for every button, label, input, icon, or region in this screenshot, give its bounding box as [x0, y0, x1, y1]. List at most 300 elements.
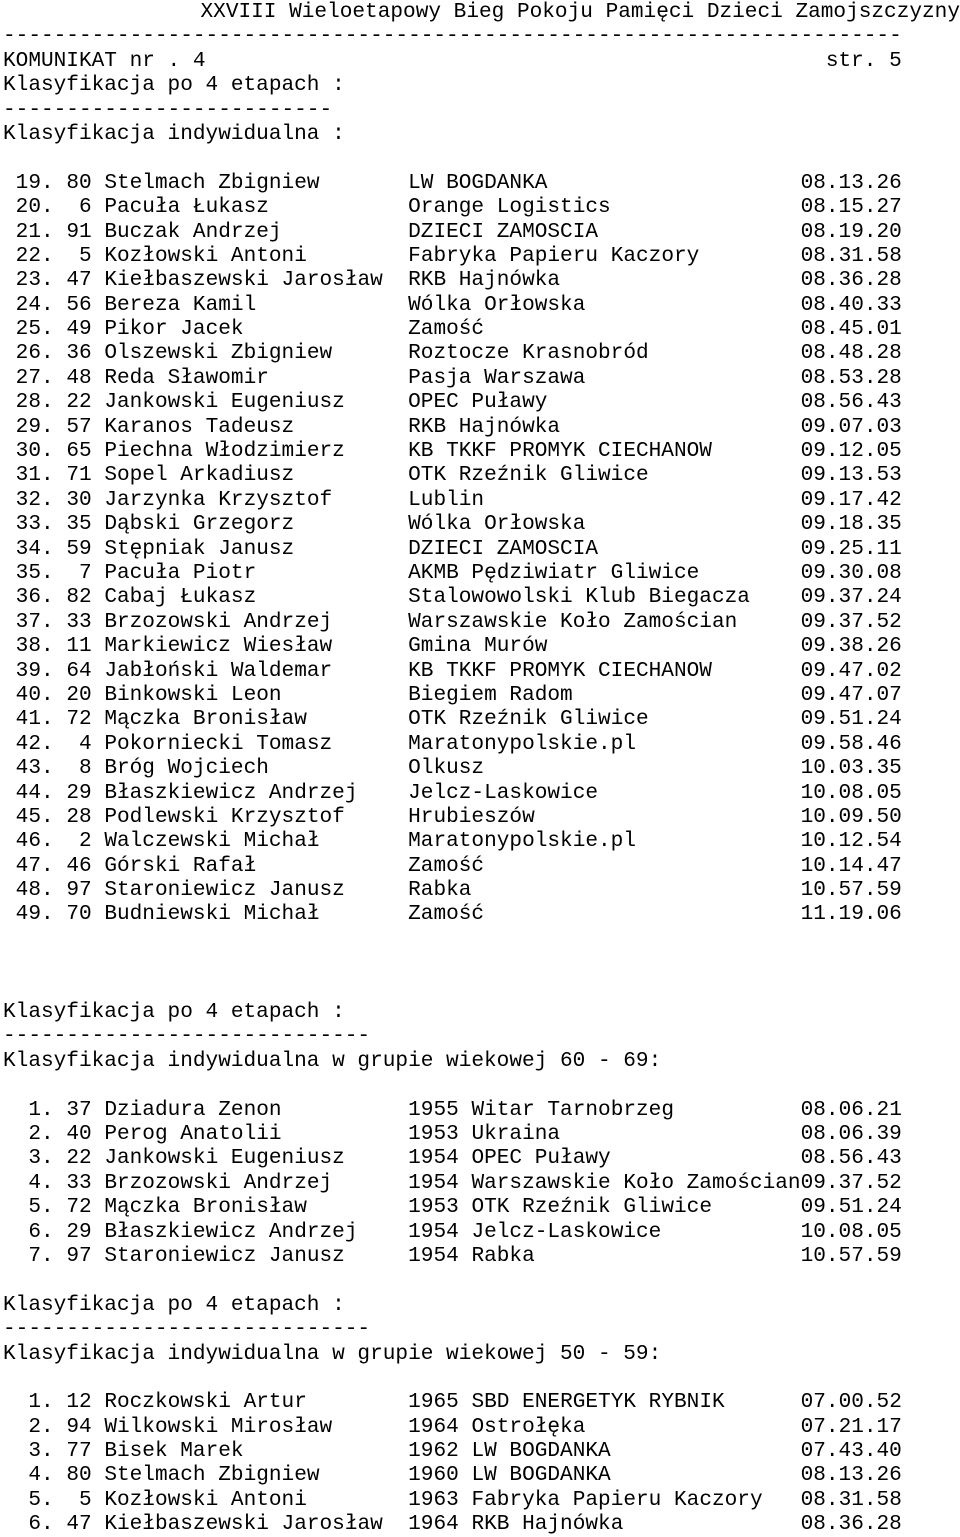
row-year: 1963	[408, 1487, 459, 1512]
row-place: 26.	[15, 341, 54, 366]
row-name: Pikor Jacek	[104, 317, 244, 342]
row-year: 1954	[408, 1219, 459, 1244]
section2-rule: -----------------------------	[3, 1024, 371, 1049]
row-name: Buczak Andrzej	[104, 219, 282, 244]
document-page	[3, 0, 960, 1537]
row-time: 10.12.54	[800, 829, 902, 854]
row-bib: 29	[66, 1219, 92, 1244]
row-bib: 5	[78, 243, 92, 268]
row-name: Roczkowski Artur	[104, 1390, 307, 1415]
table-row	[3, 244, 960, 268]
row-name: Stelmach Zbigniew	[104, 170, 320, 195]
row-bib: 4	[78, 731, 92, 756]
row-club: RKB Hajnówka	[408, 414, 561, 439]
row-time: 07.00.52	[800, 1390, 902, 1415]
row-club: Zamość	[408, 853, 485, 878]
row-time: 09.58.46	[800, 731, 902, 756]
row-name: Kiełbaszewski Jarosław	[104, 1512, 383, 1537]
row-place: 6.	[28, 1219, 54, 1244]
row-club: SBD ENERGETYK RYBNIK	[471, 1390, 725, 1415]
row-time: 09.47.07	[800, 682, 902, 707]
table-row	[3, 854, 960, 878]
row-club: KB TKKF PROMYK CIECHANOW	[408, 439, 712, 464]
row-bib: 2	[78, 829, 92, 854]
table-row	[3, 1171, 960, 1195]
row-club: Stalowowolski Klub Biegacza	[408, 585, 750, 610]
row-year: 1954	[408, 1170, 459, 1195]
row-year: 1955	[408, 1097, 459, 1122]
row-name: Stelmach Zbigniew	[104, 1463, 320, 1488]
row-bib: 59	[66, 536, 92, 561]
row-bib: 40	[66, 1121, 92, 1146]
row-place: 48.	[15, 878, 54, 903]
row-time: 09.18.35	[800, 512, 902, 537]
row-bib: 72	[66, 707, 92, 732]
row-year: 1953	[408, 1121, 459, 1146]
row-place: 40.	[15, 682, 54, 707]
row-name: Pacuła Łukasz	[104, 195, 269, 220]
row-name: Piechna Włodzimierz	[104, 439, 345, 464]
row-club: Rabka	[408, 878, 472, 903]
table-row	[3, 585, 960, 609]
section1-subtitle: Klasyfikacja indywidualna :	[3, 121, 345, 146]
row-club: Wólka Orłowska	[408, 292, 586, 317]
row-bib: 8	[78, 756, 92, 781]
section1-results-table	[3, 171, 960, 927]
row-name: Błaszkiewicz Andrzej	[104, 780, 358, 805]
row-club: RKB Hajnówka	[471, 1512, 624, 1537]
table-row	[3, 1439, 960, 1463]
row-place: 2.	[28, 1121, 54, 1146]
row-bib: 30	[66, 487, 92, 512]
section3-title: Klasyfikacja po 4 etapach :	[3, 1292, 345, 1317]
row-bib: 64	[66, 658, 92, 683]
row-bib: 56	[66, 292, 92, 317]
row-place: 34.	[15, 536, 54, 561]
row-name: Reda Sławomir	[104, 365, 269, 390]
table-row	[3, 415, 960, 439]
row-year: 1954	[408, 1146, 459, 1171]
row-time: 08.36.28	[800, 268, 902, 293]
row-name: Kozłowski Antoni	[104, 1487, 307, 1512]
row-bib: 5	[78, 1487, 92, 1512]
row-time: 10.08.05	[800, 780, 902, 805]
row-time: 09.51.24	[800, 1195, 902, 1220]
table-row	[3, 805, 960, 829]
table-row	[3, 902, 960, 926]
row-time: 08.31.58	[800, 243, 902, 268]
table-row	[3, 317, 960, 341]
row-club: Pasja Warszawa	[408, 365, 586, 390]
row-place: 20.	[15, 195, 54, 220]
row-bib: 94	[66, 1414, 92, 1439]
row-bib: 47	[66, 1512, 92, 1537]
row-time: 08.06.21	[800, 1097, 902, 1122]
row-time: 08.56.43	[800, 390, 902, 415]
table-row	[3, 732, 960, 756]
row-place: 47.	[15, 853, 54, 878]
row-club: Olkusz	[408, 756, 485, 781]
table-row	[3, 366, 960, 390]
row-year: 1953	[408, 1195, 459, 1220]
row-time: 09.38.26	[800, 634, 902, 659]
row-time: 08.53.28	[800, 365, 902, 390]
row-name: Stępniak Janusz	[104, 536, 295, 561]
row-place: 23.	[15, 268, 54, 293]
row-club: Orange Logistics	[408, 195, 611, 220]
row-name: Jabłoński Waldemar	[104, 658, 333, 683]
row-bib: 22	[66, 1146, 92, 1171]
row-bib: 46	[66, 853, 92, 878]
table-row	[3, 659, 960, 683]
row-bib: 72	[66, 1195, 92, 1220]
row-club: Maratonypolskie.pl	[408, 829, 636, 854]
row-name: Dąbski Grzegorz	[104, 512, 295, 537]
row-place: 36.	[15, 585, 54, 610]
row-club: OPEC Puławy	[408, 390, 548, 415]
row-name: Wilkowski Mirosław	[104, 1414, 333, 1439]
row-place: 46.	[15, 829, 54, 854]
row-club: Jelcz-Laskowice	[408, 780, 599, 805]
row-club: Fabryka Papieru Kaczory	[408, 243, 700, 268]
table-row	[3, 341, 960, 365]
row-bib: 11	[66, 634, 92, 659]
row-club: Zamość	[408, 317, 485, 342]
row-name: Karanos Tadeusz	[104, 414, 295, 439]
table-row	[3, 195, 960, 219]
row-place: 4.	[28, 1170, 54, 1195]
blank-gap	[3, 927, 960, 976]
row-name: Bereza Kamil	[104, 292, 257, 317]
row-place: 4.	[28, 1463, 54, 1488]
row-club: Ostrołęka	[471, 1414, 586, 1439]
row-place: 41.	[15, 707, 54, 732]
table-row	[3, 781, 960, 805]
row-bib: 7	[78, 560, 92, 585]
row-place: 25.	[15, 317, 54, 342]
row-club: OPEC Puławy	[471, 1146, 611, 1171]
row-name: Pacuła Piotr	[104, 560, 257, 585]
row-time: 08.13.26	[800, 1463, 902, 1488]
table-row	[3, 512, 960, 536]
row-place: 1.	[28, 1390, 54, 1415]
row-club: Fabryka Papieru Kaczory	[471, 1487, 763, 1512]
row-bib: 80	[66, 1463, 92, 1488]
section3-results-table	[3, 1390, 960, 1536]
row-bib: 80	[66, 170, 92, 195]
row-bib: 28	[66, 804, 92, 829]
row-club: AKMB Pędziwiatr Gliwice	[408, 560, 700, 585]
table-row	[3, 878, 960, 902]
table-row	[3, 1415, 960, 1439]
row-place: 45.	[15, 804, 54, 829]
header-info-line	[3, 49, 960, 73]
row-place: 29.	[15, 414, 54, 439]
row-club: Wólka Orłowska	[408, 512, 586, 537]
row-place: 42.	[15, 731, 54, 756]
blank-line	[3, 146, 960, 170]
row-name: Górski Rafał	[104, 853, 257, 878]
row-bib: 97	[66, 878, 92, 903]
row-bib: 57	[66, 414, 92, 439]
header-rule: -----------------------------------------------------------------------	[3, 24, 902, 49]
row-club: Rabka	[471, 1243, 535, 1268]
table-row	[3, 390, 960, 414]
table-row	[3, 1220, 960, 1244]
row-club: Hrubieszów	[408, 804, 535, 829]
table-row	[3, 1463, 960, 1487]
row-place: 7.	[28, 1243, 54, 1268]
row-club: Gmina Murów	[408, 634, 548, 659]
row-club: Warszawskie Koło Zamościan	[408, 609, 738, 634]
row-club: LW BOGDANKA	[408, 170, 548, 195]
row-club: Jelcz-Laskowice	[471, 1219, 662, 1244]
row-bib: 35	[66, 512, 92, 537]
section2-results-table	[3, 1098, 960, 1269]
row-name: Mączka Bronisław	[104, 707, 307, 732]
row-club: LW BOGDANKA	[471, 1439, 611, 1464]
row-name: Kozłowski Antoni	[104, 243, 307, 268]
row-club: DZIECI ZAMOSCIA	[408, 536, 599, 561]
table-row	[3, 1512, 960, 1536]
row-club: LW BOGDANKA	[471, 1463, 611, 1488]
blank-line	[3, 976, 960, 1000]
row-bib: 6	[78, 195, 92, 220]
blank-line	[3, 1366, 960, 1390]
row-time: 10.57.59	[800, 878, 902, 903]
row-club: Ukraina	[471, 1121, 561, 1146]
row-time: 09.17.42	[800, 487, 902, 512]
row-place: 39.	[15, 658, 54, 683]
header-spacer	[206, 49, 826, 73]
row-name: Mączka Bronisław	[104, 1195, 307, 1220]
row-bib: 37	[66, 1097, 92, 1122]
table-row	[3, 1122, 960, 1146]
row-name: Jankowski Eugeniusz	[104, 390, 345, 415]
row-name: Jarzynka Krzysztof	[104, 487, 333, 512]
row-name: Perog Anatolii	[104, 1121, 282, 1146]
komunikat-label: KOMUNIKAT nr . 4	[3, 48, 206, 73]
row-bib: 49	[66, 317, 92, 342]
row-place: 30.	[15, 439, 54, 464]
row-name: Staroniewicz Janusz	[104, 878, 345, 903]
row-name: Binkowski Leon	[104, 682, 282, 707]
table-row	[3, 610, 960, 634]
row-time: 11.19.06	[800, 902, 902, 927]
section2-subtitle: Klasyfikacja indywidualna w grupie wiekowej 60 - 69:	[3, 1048, 662, 1073]
row-bib: 70	[66, 902, 92, 927]
row-club: DZIECI ZAMOSCIA	[408, 219, 599, 244]
row-time: 10.14.47	[800, 853, 902, 878]
page-number: str. 5	[825, 48, 902, 73]
row-year: 1960	[408, 1463, 459, 1488]
row-bib: 65	[66, 439, 92, 464]
table-row	[3, 293, 960, 317]
row-name: Błaszkiewicz Andrzej	[104, 1219, 358, 1244]
table-row	[3, 439, 960, 463]
row-name: Olszewski Zbigniew	[104, 341, 333, 366]
row-place: 32.	[15, 487, 54, 512]
row-time: 09.37.24	[800, 585, 902, 610]
row-bib: 33	[66, 609, 92, 634]
row-time: 08.19.20	[800, 219, 902, 244]
table-row	[3, 1098, 960, 1122]
row-club: OTK Rzeźnik Gliwice	[408, 707, 649, 732]
row-bib: 82	[66, 585, 92, 610]
row-bib: 29	[66, 780, 92, 805]
row-time: 10.08.05	[800, 1219, 902, 1244]
row-time: 10.03.35	[800, 756, 902, 781]
blank-line	[3, 1073, 960, 1097]
document-title: XXVIII Wieloetapowy Bieg Pokoju Pamięci Dzieci Zamojszczyzny	[200, 0, 960, 24]
row-name: Podlewski Krzysztof	[104, 804, 345, 829]
row-time: 09.30.08	[800, 560, 902, 585]
blank-line	[3, 1268, 960, 1292]
row-time: 08.06.39	[800, 1121, 902, 1146]
row-time: 08.40.33	[800, 292, 902, 317]
row-place: 21.	[15, 219, 54, 244]
section1-rule: --------------------------	[3, 97, 333, 122]
table-row	[3, 634, 960, 658]
row-club: Witar Tarnobrzeg	[471, 1097, 674, 1122]
row-place: 3.	[28, 1439, 54, 1464]
row-bib: 71	[66, 463, 92, 488]
row-time: 09.13.53	[800, 463, 902, 488]
table-row	[3, 829, 960, 853]
row-place: 19.	[15, 170, 54, 195]
row-time: 08.15.27	[800, 195, 902, 220]
row-bib: 77	[66, 1439, 92, 1464]
section2-title: Klasyfikacja po 4 etapach :	[3, 1000, 345, 1025]
row-place: 43.	[15, 756, 54, 781]
row-time: 08.56.43	[800, 1146, 902, 1171]
row-bib: 36	[66, 341, 92, 366]
row-year: 1965	[408, 1390, 459, 1415]
row-place: 37.	[15, 609, 54, 634]
table-row	[3, 171, 960, 195]
row-club: Zamość	[408, 902, 485, 927]
row-bib: 20	[66, 682, 92, 707]
row-bib: 48	[66, 365, 92, 390]
row-name: Pokorniecki Tomasz	[104, 731, 333, 756]
row-year: 1954	[408, 1243, 459, 1268]
row-place: 5.	[28, 1487, 54, 1512]
row-time: 09.12.05	[800, 439, 902, 464]
row-time: 09.25.11	[800, 536, 902, 561]
row-bib: 12	[66, 1390, 92, 1415]
row-bib: 22	[66, 390, 92, 415]
table-row	[3, 1195, 960, 1219]
row-club: OTK Rzeźnik Gliwice	[471, 1195, 712, 1220]
table-row	[3, 1488, 960, 1512]
table-row	[3, 268, 960, 292]
row-name: Sopel Arkadiusz	[104, 463, 295, 488]
row-place: 1.	[28, 1097, 54, 1122]
row-club: KB TKKF PROMYK CIECHANOW	[408, 658, 712, 683]
row-club: OTK Rzeźnik Gliwice	[408, 463, 649, 488]
row-bib: 91	[66, 219, 92, 244]
row-time: 07.21.17	[800, 1414, 902, 1439]
row-name: Markiewicz Wiesław	[104, 634, 333, 659]
row-bib: 47	[66, 268, 92, 293]
row-place: 2.	[28, 1414, 54, 1439]
row-name: Kiełbaszewski Jarosław	[104, 268, 383, 293]
row-bib: 33	[66, 1170, 92, 1195]
row-time: 07.43.40	[800, 1439, 902, 1464]
row-place: 33.	[15, 512, 54, 537]
table-row	[3, 1146, 960, 1170]
row-year: 1962	[408, 1439, 459, 1464]
row-name: Bróg Wojciech	[104, 756, 269, 781]
row-time: 09.47.02	[800, 658, 902, 683]
row-club: Biegiem Radom	[408, 682, 573, 707]
row-time: 08.31.58	[800, 1487, 902, 1512]
section3-rule: -----------------------------	[3, 1317, 371, 1342]
row-name: Budniewski Michał	[104, 902, 320, 927]
table-row	[3, 561, 960, 585]
row-name: Dziadura Zenon	[104, 1097, 282, 1122]
row-time: 09.51.24	[800, 707, 902, 732]
row-place: 3.	[28, 1146, 54, 1171]
row-club: Lublin	[408, 487, 485, 512]
row-year: 1964	[408, 1414, 459, 1439]
row-name: Brzozowski Andrzej	[104, 609, 333, 634]
section1-title: Klasyfikacja po 4 etapach :	[3, 73, 345, 98]
row-place: 49.	[15, 902, 54, 927]
row-time: 08.13.26	[800, 170, 902, 195]
row-name: Staroniewicz Janusz	[104, 1243, 345, 1268]
row-place: 27.	[15, 365, 54, 390]
row-year: 1964	[408, 1512, 459, 1537]
table-row	[3, 537, 960, 561]
row-name: Bisek Marek	[104, 1439, 244, 1464]
row-club: Maratonypolskie.pl	[408, 731, 636, 756]
row-time: 08.48.28	[800, 341, 902, 366]
row-place: 5.	[28, 1195, 54, 1220]
row-time: 09.37.52	[800, 1170, 902, 1195]
table-row	[3, 463, 960, 487]
row-club: RKB Hajnówka	[408, 268, 561, 293]
row-place: 22.	[15, 243, 54, 268]
row-place: 44.	[15, 780, 54, 805]
table-row	[3, 707, 960, 731]
table-row	[3, 756, 960, 780]
row-club: Warszawskie Koło Zamościan	[471, 1170, 801, 1195]
row-place: 28.	[15, 390, 54, 415]
row-place: 35.	[15, 560, 54, 585]
table-row	[3, 220, 960, 244]
row-place: 31.	[15, 463, 54, 488]
row-time: 10.57.59	[800, 1243, 902, 1268]
table-row	[3, 488, 960, 512]
table-row	[3, 683, 960, 707]
row-time: 10.09.50	[800, 804, 902, 829]
table-row	[3, 1390, 960, 1414]
row-name: Walczewski Michał	[104, 829, 320, 854]
row-time: 09.07.03	[800, 414, 902, 439]
row-place: 6.	[28, 1512, 54, 1537]
row-bib: 97	[66, 1243, 92, 1268]
row-time: 08.36.28	[800, 1512, 902, 1537]
row-place: 24.	[15, 292, 54, 317]
row-time: 08.45.01	[800, 317, 902, 342]
section3-subtitle: Klasyfikacja indywidualna w grupie wiekowej 50 - 59:	[3, 1341, 662, 1366]
row-place: 38.	[15, 634, 54, 659]
row-name: Cabaj Łukasz	[104, 585, 257, 610]
row-name: Brzozowski Andrzej	[104, 1170, 333, 1195]
row-name: Jankowski Eugeniusz	[104, 1146, 345, 1171]
row-time: 09.37.52	[800, 609, 902, 634]
